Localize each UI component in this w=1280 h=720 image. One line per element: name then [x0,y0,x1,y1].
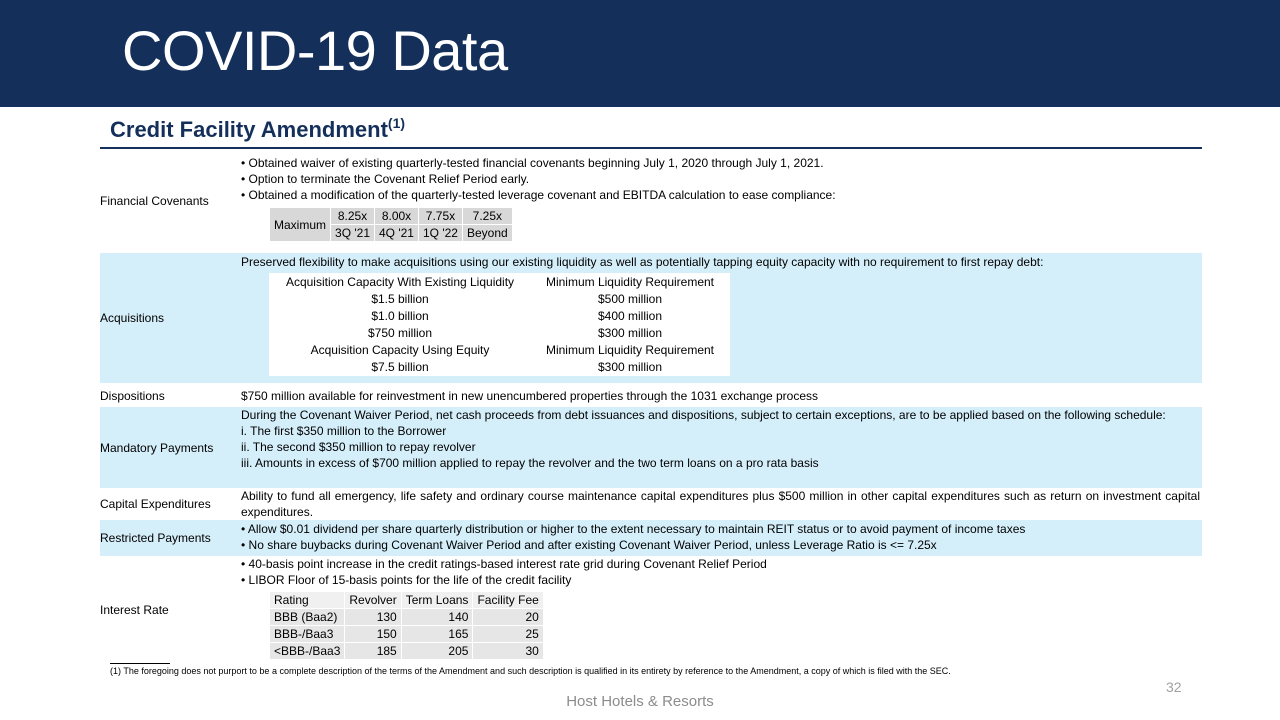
table-header: Acquisition Capacity Using Equity [270,342,531,359]
table-cell: 8.00x [375,208,419,225]
table-cell: $300 million [531,359,730,376]
footnote-divider [110,663,170,664]
table-cell: 3Q '21 [331,225,375,242]
row-label: Financial Covenants [100,194,209,208]
row-capital-expenditures [100,488,1202,520]
table-cell: 205 [401,643,473,660]
section-title [110,115,405,143]
row-text: $750 million available for reinvestment in new unencumbered properties through the 1031 exchange process [241,389,819,403]
table-cell: <BBB-/Baa3 [270,643,345,660]
bullet-item: • Obtained waiver of existing quarterly-tested financial covenants beginning July 1, 2020 through July 1, 2021. [241,156,824,170]
row-text: Ability to fund all emergency, life safety and ordinary course maintenance capital expenditures plus $500 million in other capital expenditures such as return on investment capital expenditures. [241,489,1200,519]
row-interest-rate [100,556,1202,664]
table-cell: BBB (Baa2) [270,609,345,626]
row-acquisitions [100,253,1202,383]
row-content [241,488,1200,520]
table-header: Facility Fee [473,592,543,609]
table-cell: 7.25x [462,208,512,225]
acquisition-capacity-table [269,273,730,376]
row-text: During the Covenant Waiver Period, net cash proceeds from debt issuances and dispositions, subject to certain exceptions, are to be applied based on the following schedule: [241,408,1166,422]
table-cell: Maximum [270,208,331,242]
table-header: Minimum Liquidity Requirement [531,274,730,291]
table-cell: $300 million [531,325,730,342]
table-cell: 165 [401,626,473,643]
table-cell: 8.25x [331,208,375,225]
row-restricted-payments [100,520,1202,556]
table-cell: $400 million [531,308,730,325]
bullet-item: • Obtained a modification of the quarterly-tested leverage covenant and EBITDA calculation to ease compliance: [241,188,836,202]
row-label: Capital Expenditures [100,497,211,511]
footnote: (1) The foregoing does not purport to be a complete description of the terms of the Amendment and such description is qualified in its entirety by reference to the Amendment, a copy of which is filed with the SEC. [110,666,951,676]
row-label: Interest Rate [100,603,169,617]
table-header: Revolver [345,592,401,609]
table-header: Rating [270,592,345,609]
bullet-item: • LIBOR Floor of 15-basis points for the life of the credit facility [241,573,572,587]
section-title-text: Credit Facility Amendment [110,117,388,142]
row-label: Dispositions [100,388,165,403]
row-content [241,388,1200,404]
table-cell: 185 [345,643,401,660]
table-header: Acquisition Capacity With Existing Liquidity [270,274,531,291]
table-cell: 20 [473,609,543,626]
footnote-reference: (1) [387,115,406,131]
list-item: ii. The second $350 million to repay revolver [241,440,476,454]
table-header: Term Loans [401,592,473,609]
leverage-covenant-table [269,207,513,242]
table-cell: $1.5 billion [270,291,531,308]
bullet-item: • No share buybacks during Covenant Waiver Period and after existing Covenant Waiver Period, unless Leverage Ratio is <= 7.25x [241,538,937,552]
table-cell: 4Q '21 [375,225,419,242]
row-content [241,407,1200,471]
row-content [241,155,1200,240]
table-cell: 7.75x [418,208,462,225]
interest-rate-grid-table [269,591,544,660]
title-banner [0,0,1280,107]
list-item: i. The first $350 million to the Borrower [241,424,447,438]
row-dispositions [100,385,1202,406]
company-name: Host Hotels & Resorts [566,693,714,710]
table-cell: Beyond [462,225,512,242]
table-cell: $750 million [270,325,531,342]
bullet-item: • 40-basis point increase in the credit ratings-based interest rate grid during Covenant Relief Period [241,557,767,571]
row-text: Preserved flexibility to make acquisitions using our existing liquidity as well as potentially tapping equity capacity with no requirement to first repay debt: [241,255,1044,269]
list-item: iii. Amounts in excess of $700 million applied to repay the revolver and the two term loans on a pro rata basis [241,456,819,470]
row-label: Acquisitions [100,311,165,325]
table-cell: 30 [473,643,543,660]
bullet-item: • Option to terminate the Covenant Relief Period early. [241,172,530,186]
row-mandatory-payments [100,407,1202,488]
row-content [241,521,1200,553]
page-title: COVID-19 Data [122,19,508,82]
table-cell: $1.0 billion [270,308,531,325]
table-cell: 25 [473,626,543,643]
table-cell: $7.5 billion [270,359,531,376]
section-divider [100,147,1202,149]
row-label: Mandatory Payments [100,440,214,455]
page-number: 32 [1166,679,1182,695]
row-content [241,254,1200,374]
table-cell: 140 [401,609,473,626]
table-cell: BBB-/Baa3 [270,626,345,643]
bullet-item: • Allow $0.01 dividend per share quarterly distribution or higher to the extent necessary to maintain REIT status or to avoid payment of income taxes [241,522,1026,536]
table-cell: 1Q '22 [418,225,462,242]
row-content [241,556,1200,658]
table-cell: $500 million [531,291,730,308]
table-header: Minimum Liquidity Requirement [531,342,730,359]
table-cell: 130 [345,609,401,626]
row-financial-covenants [100,152,1202,250]
row-label: Restricted Payments [100,531,211,545]
table-cell: 150 [345,626,401,643]
